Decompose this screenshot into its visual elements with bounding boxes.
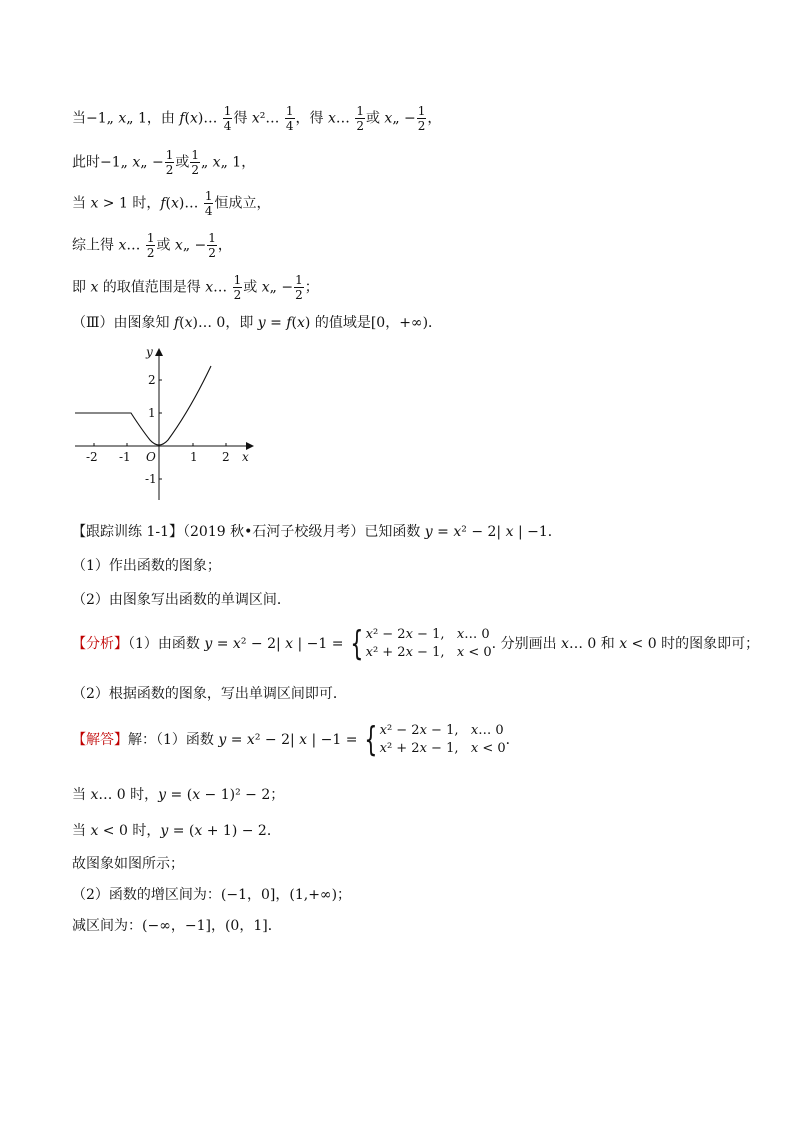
origin-label: O <box>146 450 156 464</box>
text-line-6: （Ⅲ）由图象知 f(x)… 0，即 y = f(x) 的值域是[0，+∞)． <box>72 315 443 331</box>
text-line-4: 综上得 x… $\frac{1}{2}$ 或 x„ − $\frac{1}{2}$ ， <box>72 231 232 260</box>
y-tick-label-2: 2 <box>148 373 156 387</box>
text-line-1: 当−1„ x„ 1，由 f(x)… $\frac{1}{4}$ 得 x²… $\frac{1}{4}$ ，得 x… $\frac{1}{2}$ 或 x„ − $\frac{1}{2}$ ， <box>72 104 442 133</box>
text-line-17: 减区间为：(−∞，−1]，(0，1]． <box>72 918 282 934</box>
track-label: 【跟踪训练 1-1】 <box>72 524 183 540</box>
analysis-label: 【分析】 <box>72 636 128 652</box>
x-tick-label-1: 1 <box>190 450 198 464</box>
y-tick-label-1: 1 <box>148 406 156 420</box>
text-line-16: （2）函数的增区间为：(−1，0]，(1,+∞)； <box>72 887 352 903</box>
x-axis-label: x <box>242 450 249 464</box>
text-line-12: 【解答】解：（1）函数 y = x² − 2| x | −1 = { x² − 2x − 1, x… 0 x² + 2x − 1, x < 0 ． <box>72 720 520 760</box>
y-axis-label: y <box>146 345 153 359</box>
solution-label: 【解答】 <box>72 732 128 748</box>
x-tick-label-neg2: -2 <box>86 450 98 464</box>
text-line-3: 当 x > 1 时，f(x)… $\frac{1}{4}$ 恒成立， <box>72 189 271 218</box>
text-line-2: 此时−1„ x„ − $\frac{1}{2}$ 或 $\frac{1}{2}$ „ x„ 1， <box>72 148 256 177</box>
text-line-5: 即 x 的取值范围是得 x… $\frac{1}{2}$ 或 x„ − $\frac{1}{2}$ ； <box>72 273 319 302</box>
text-line-13: 当 x… 0 时，y = (x − 1)² − 2； <box>72 787 285 803</box>
y-tick-label-neg1: -1 <box>145 472 157 486</box>
y-axis-arrow <box>155 348 163 356</box>
text-line-15: 故图象如图所示； <box>72 856 184 872</box>
function-curve <box>75 366 211 445</box>
function-graph <box>70 340 270 505</box>
text-line-14: 当 x < 0 时，y = (x + 1) − 2． <box>72 823 281 839</box>
text-line-11: （2）根据函数的图象，写出单调区间即可． <box>72 686 347 702</box>
x-tick-label-2: 2 <box>222 450 230 464</box>
text-line-8: （1）作出函数的图象； <box>72 558 221 574</box>
x-tick-label-neg1: -1 <box>119 450 131 464</box>
text-line-7: 【跟踪训练 1-1】（2019 秋•石河子校级月考）已知函数 y = x² − 2| x | −1． <box>72 524 562 540</box>
x-axis-arrow <box>246 442 254 450</box>
text-line-9: （2）由图象写出函数的单调区间． <box>72 592 291 608</box>
text-line-10: 【分析】（1）由函数 y = x² − 2| x | −1 = { x² − 2x − 1, x… 0 x² + 2x − 1, x < 0 . 分别画出 x… 0 和 x < 0 时的图象即可； <box>72 624 760 664</box>
